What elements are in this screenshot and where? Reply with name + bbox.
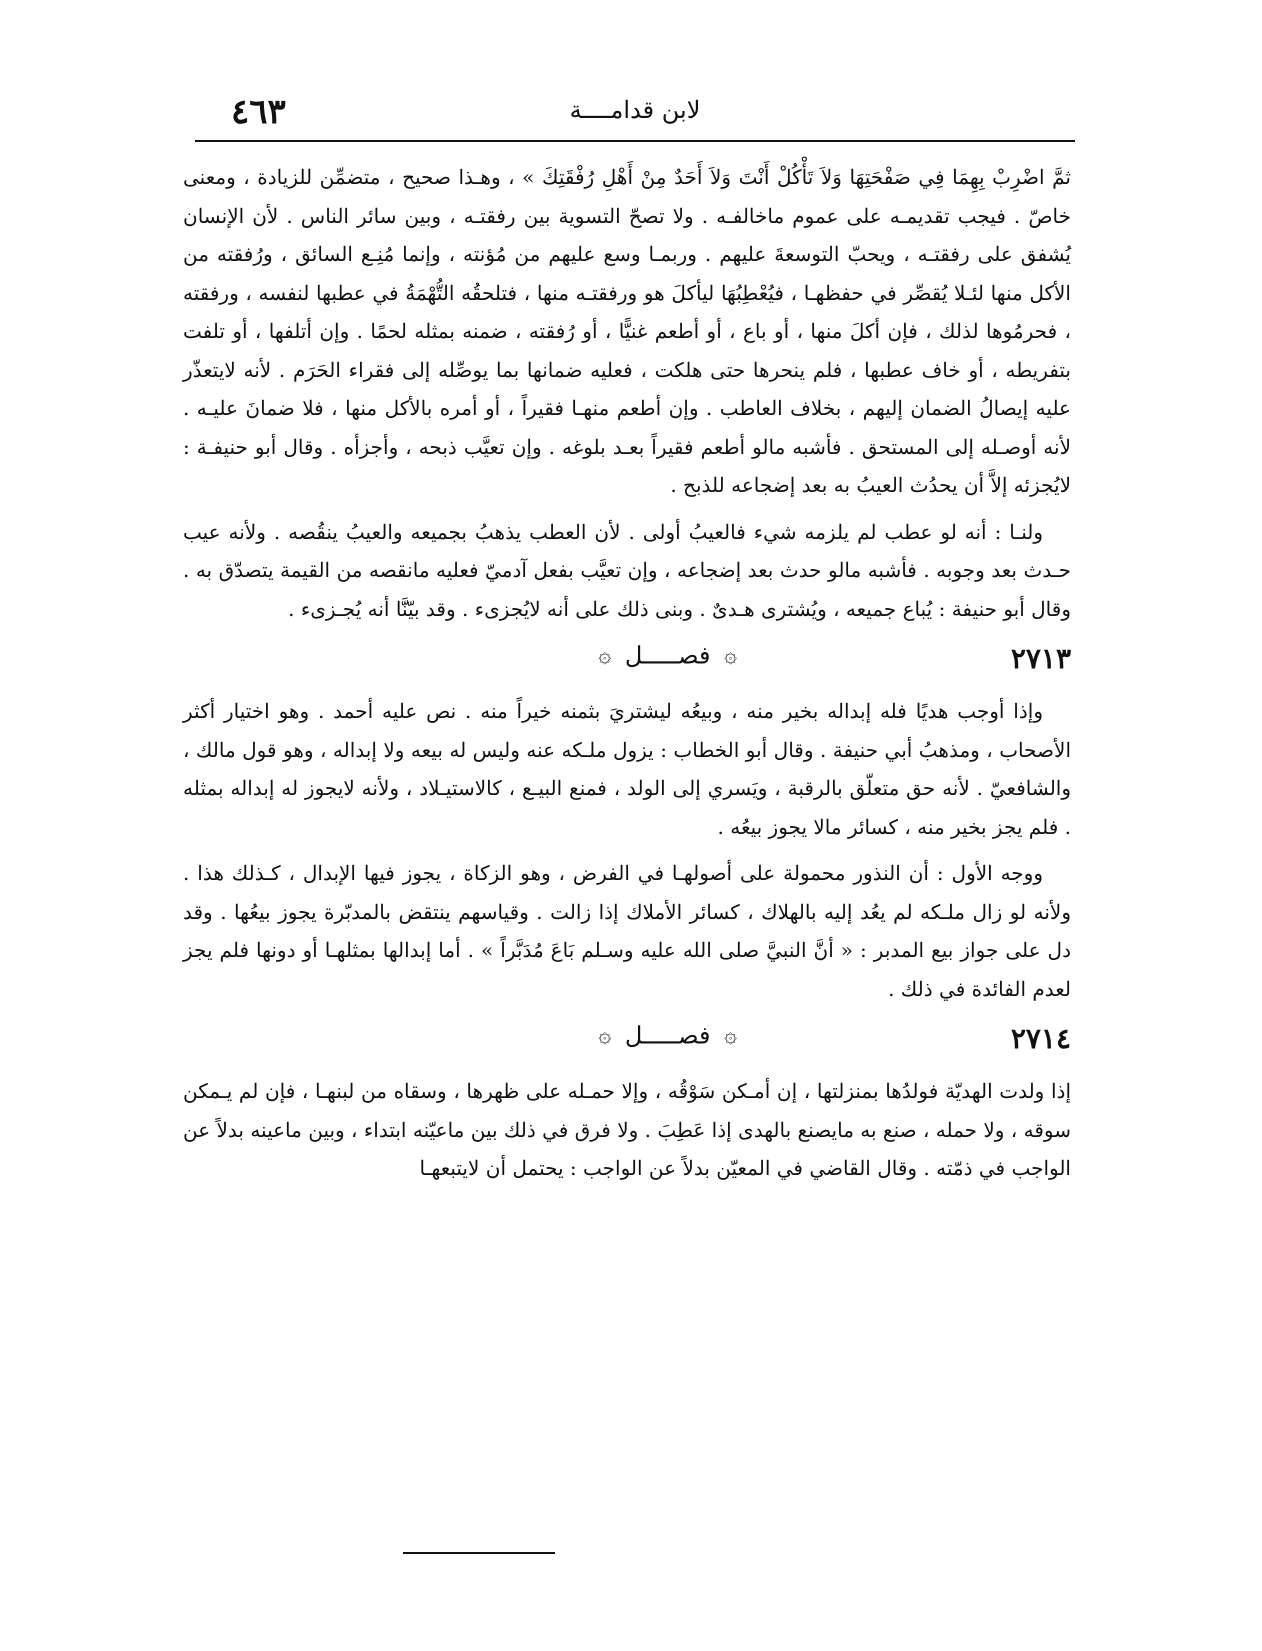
section-title-wrap bbox=[483, 1020, 743, 1050]
ornament-icon: ۞ bbox=[598, 1023, 612, 1048]
page-body bbox=[183, 158, 1071, 1196]
ornament-icon: ۞ bbox=[724, 643, 737, 668]
page-number: ٤٦٣ bbox=[231, 92, 286, 132]
ornament-icon: ۞ bbox=[724, 1023, 737, 1048]
section-title-wrap bbox=[483, 640, 743, 670]
section-title: فصـــــل bbox=[624, 1021, 711, 1050]
section-number: ٢٧١٣ bbox=[1010, 642, 1071, 675]
paragraph: ولنـا : أنه لو عطب لم يلزمه شيء فالعيبُ أولى . لأن العطب يذهبُ بجميعه والعيبُ ينقُصه . ولأنه عيب حـدث بعد وجوبه . فأشبه مالو حدث بعد إضجاعه ، وإن تعيَّب بفعل آدميّ فعليه مانقصه من القيمة يتصدّق به . وقال أبو حنيفة : يُباع جميعه ، ويُشترى هـدىٌ . وبنى ذلك على أنه لايُجزىء . وقد بيّنَّا أنه يُجـزىء . bbox=[183, 519, 1071, 621]
paragraph: إذا ولدت الهديّة فولدُها بمنزلتها ، إن أمـكن سَوْقُه ، وإلا حمـله على ظهرها ، وسقاه من لبنهـا ، فإن لم يـمكن سوقه ، ولا حمله ، صنع به مايصنع بالهدى إذا عَطِبَ . ولا فرق في ذلك بين ماعيّنه ابتداء ، وبين ماعينه بدلاً عن الواجب في ذمّته . وقال القاضي في المعيّن بدلاً عن الواجب : يحتمل أن لايتبعهـا bbox=[182, 1079, 1072, 1180]
footer-rule bbox=[403, 1552, 555, 1554]
section-heading-2713 bbox=[183, 636, 1071, 682]
paragraph: ثمَّ اضْرِبْ بِهِمَا فِي صَفْحَتِهَا وَلاَ تَأْكُلْ أَنْتَ وَلاَ أَحَدٌ مِنْ أَهْلِ رُفْقَتِكَ » ، وهـذا صحيح ، متضمِّن للزيادة ، ومعنى خاصّ . فيجب تقديمـه على عموم ماخالفـه . ولا تصحّ التسوية بين رفقتـه ، وبين سائر الناس . لأن الإنسان يُشفق على رفقتـه ، ويحبّ التوسعةَ عليهم . وربمـا وسع عليهم من مُؤنته ، وإنما مُنِـع السائق ، ورُفقته من الأكل منها لئـلا يُقصِّر في حفظهـا ، فيُعْطِبُهَا ليأكلَ هو ورفقتـه منها ، فتلحقُه التُّهْمَةُ في عطبها لنفسه ، ورفقته ، فحرمُوها لذلك ، فإن أكلَ منها ، أو باع ، أو أطعم غنيًّا ، أو رُفقته ، ضمنه بمثله لحمًا . وإن أتلفها ، أو تلفت بتفريطه ، أو خاف عطبها ، فلم ينحرها حتى هلكت ، فعليه ضمانها بما يوصِّله إلى فقراء الحَرَم . لأنه لايتعذّر عليه إيصالُ الضمان إليهم ، بخلاف العاطب . وإن أطعم منهـا فقيراً ، أو أمره بالأكل منها ، فلا ضمانَ عليـه . لأنه أوصـله إلى المستحق . فأشبه مالو أطعم فقيراً بعـد بلوغه . وإن تعيَّب ذبحه ، وأجزأه . وقال أبو حنيفـة : لايُجزئه إلاَّ أن يحدُث العيبُ به بعد إضجاعه للذبح . bbox=[183, 165, 1072, 497]
ornament-icon: ۞ bbox=[598, 643, 612, 668]
paragraph: وإذا أوجب هديًا فله إبداله بخير منه ، وبيعُه ليشتريَ بثمنه خيراً منه . نص عليه أحمد . وهو اختيار أكثر الأصحاب ، ومذهبُ أبي حنيفة . وقال أبو الخطاب : يزول ملـكه عنه وليس له بيعه ولا إبداله ، وهو قول مالك ، والشافعيّ . لأنه حق متعلّق بالرقبة ، ويَسري إلى الولد ، فمنع البيـع ، كالاستيـلاد ، ولأنه لايجوز له إبداله بمثله . فلم يجز بخير منه ، كسائر مالا يجوز بيعُه . bbox=[183, 699, 1071, 839]
section-heading-2714 bbox=[183, 1016, 1071, 1062]
running-title: لابن قدامــــة bbox=[569, 96, 701, 124]
header-rule bbox=[195, 140, 1075, 142]
section-title: فصـــــل bbox=[624, 641, 711, 670]
paragraph: ووجه الأول : أن النذور محمولة على أصولهـا في الفرض ، وهو الزكاة ، يجوز فيها الإبدال ، كـذلك هذا . ولأنه لو زال ملـكه لم يعُد إليه بالهلاك ، كسائر الأملاك إذا زالت . وقياسهم ينتقض بالمدبّرة يجوز بيعُها . وقد دل على جواز بيع المدبر : « أنَّ النبيَّ صلى الله عليه وسـلم بَاعَ مُدَبَّراً » . أما إبدالها بمثلهـا أو دونها فلم يجز لعدم الفائدة في ذلك . bbox=[183, 861, 1071, 1001]
section-number: ٢٧١٤ bbox=[1010, 1022, 1071, 1055]
page-header bbox=[195, 88, 1075, 144]
